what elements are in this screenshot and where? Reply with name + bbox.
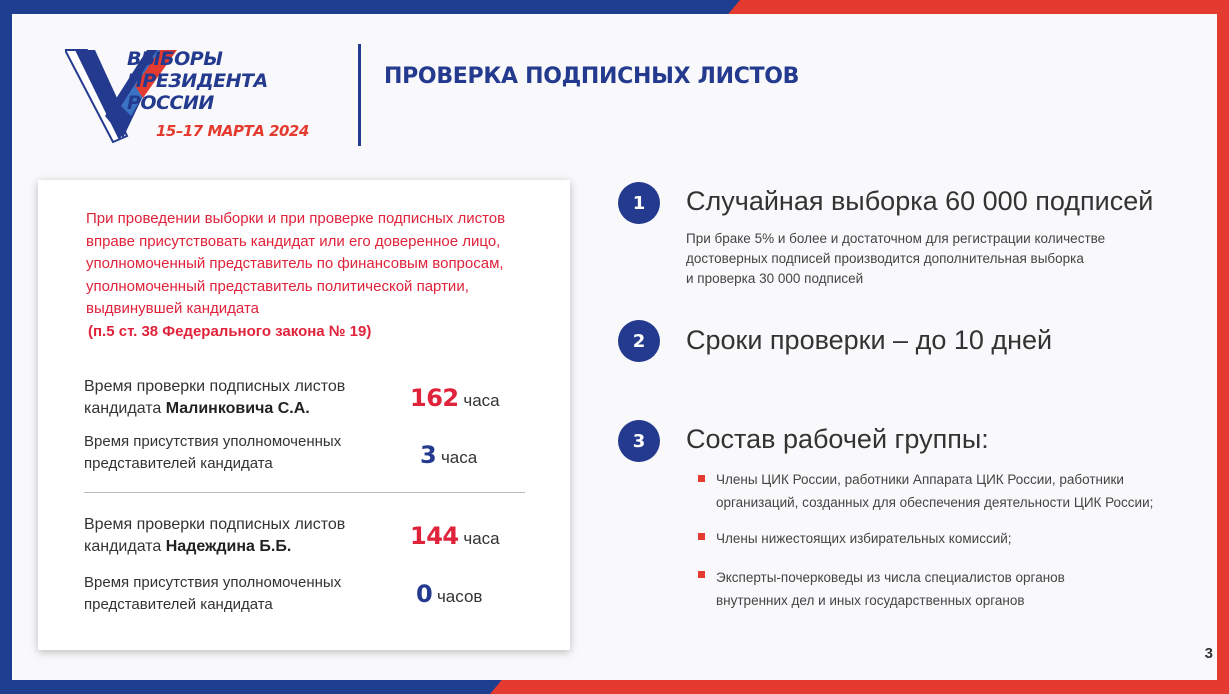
page-number: 3: [1204, 645, 1213, 662]
frame-top-blue: [0, 0, 760, 14]
notice-line: уполномоченный представитель политической партии,: [86, 277, 469, 295]
stat-label-malinkovich-presence: [84, 431, 404, 475]
stat-label-malinkovich-check: [84, 376, 404, 420]
info-card: [38, 180, 570, 650]
candidate-name: Надеждина Б.Б.: [165, 538, 292, 555]
stat-number: 0: [416, 580, 433, 608]
stat-label-line: Время присутствия уполномоченных: [84, 574, 342, 591]
stat-unit: часа: [463, 391, 500, 410]
step-number-3: 3: [618, 420, 660, 462]
bullet-line: Члены нижестоящих избирательных комиссий;: [716, 531, 1012, 546]
bullet-line: Эксперты-почерковеды из числа специалистов органов: [716, 570, 1065, 585]
stat-label-nadezhdin-presence: [84, 572, 404, 616]
step-description-1: [686, 229, 1126, 289]
step-title-3: Состав рабочей группы:: [686, 424, 989, 454]
logo-line-3: РОССИИ: [127, 92, 214, 114]
frame-bottom-red: [490, 680, 1229, 694]
frame-left: [0, 0, 12, 694]
stat-unit: часа: [463, 529, 500, 548]
step-number-1: 1: [618, 182, 660, 224]
notice-line: При проведении выборки и при проверке подписных листов: [86, 210, 506, 227]
stat-number: 162: [410, 384, 459, 412]
stat-label-nadezhdin-check: [84, 514, 404, 558]
logo-line-2: ПРЕЗИДЕНТА: [127, 70, 268, 92]
step-title-1: Случайная выборка 60 000 подписей: [686, 186, 1154, 216]
stat-label-line: представителей кандидата: [84, 455, 273, 472]
bullet-marker: [698, 475, 705, 482]
card-divider: [84, 492, 525, 493]
stat-number: 3: [420, 441, 437, 469]
stat-value-malinkovich-check: [410, 384, 500, 412]
bullet-marker: [698, 571, 705, 578]
frame-right: [1217, 0, 1229, 694]
stat-unit: часа: [440, 448, 478, 467]
step-desc-line: достоверных подписей производится дополнительная выборка: [686, 251, 1084, 266]
candidate-name: Малинковича С.А.: [165, 400, 310, 417]
law-reference: (п.5 ст. 38 Федерального закона № 19): [88, 322, 372, 340]
logo-date: 15–17 МАРТА 2024: [156, 122, 309, 140]
stat-number: 144: [410, 522, 459, 550]
logo-line-1: ВЫБОРЫ: [127, 48, 223, 70]
stat-label-line: Время присутствия уполномоченных: [84, 433, 342, 450]
workgroup-item-3: [716, 566, 1206, 612]
notice-line: выдвинувшей кандидата: [86, 300, 259, 317]
stat-unit: часов: [436, 587, 483, 606]
notice-line: вправе присутствовать кандидат или его доверенное лицо,: [86, 232, 501, 250]
stat-label-prefix: кандидата: [84, 400, 166, 417]
bullet-line: внутренних дел и иных государственных органов: [716, 593, 1025, 608]
workgroup-item-1: [716, 468, 1206, 514]
stat-value-nadezhdin-presence: [416, 580, 482, 608]
stat-label-line: [84, 398, 404, 420]
observer-notice: [86, 208, 556, 343]
step-number-2: 2: [618, 320, 660, 362]
header-divider: [358, 44, 361, 146]
stat-value-malinkovich-presence: [420, 441, 477, 469]
stat-value-nadezhdin-check: [410, 522, 500, 550]
step-title-2: Сроки проверки – до 10 дней: [686, 325, 1053, 355]
logo-title: [127, 48, 268, 114]
page-title: ПРОВЕРКА ПОДПИСНЫХ ЛИСТОВ: [384, 64, 800, 89]
stat-label-line: Время проверки подписных листов: [84, 378, 346, 395]
step-desc-line: При браке 5% и более и достаточном для регистрации количестве: [686, 231, 1106, 246]
stat-label-prefix: кандидата: [84, 538, 166, 555]
stat-label-line: [84, 536, 404, 558]
workgroup-item-2: [716, 527, 1206, 550]
bullet-marker: [698, 533, 705, 540]
step-desc-line: и проверка 30 000 подписей: [686, 271, 864, 286]
notice-line: уполномоченный представитель по финансовым вопросам,: [86, 255, 504, 272]
stat-label-line: представителей кандидата: [84, 596, 273, 613]
slide: [12, 14, 1217, 680]
bullet-line: Члены ЦИК России, работники Аппарата ЦИК России, работники: [716, 472, 1124, 487]
bullet-line: организаций, созданных для обеспечения деятельности ЦИК России;: [716, 495, 1154, 510]
stat-label-line: Время проверки подписных листов: [84, 516, 346, 533]
frame-bottom-blue: [0, 680, 520, 694]
frame-top-red: [728, 0, 1229, 14]
